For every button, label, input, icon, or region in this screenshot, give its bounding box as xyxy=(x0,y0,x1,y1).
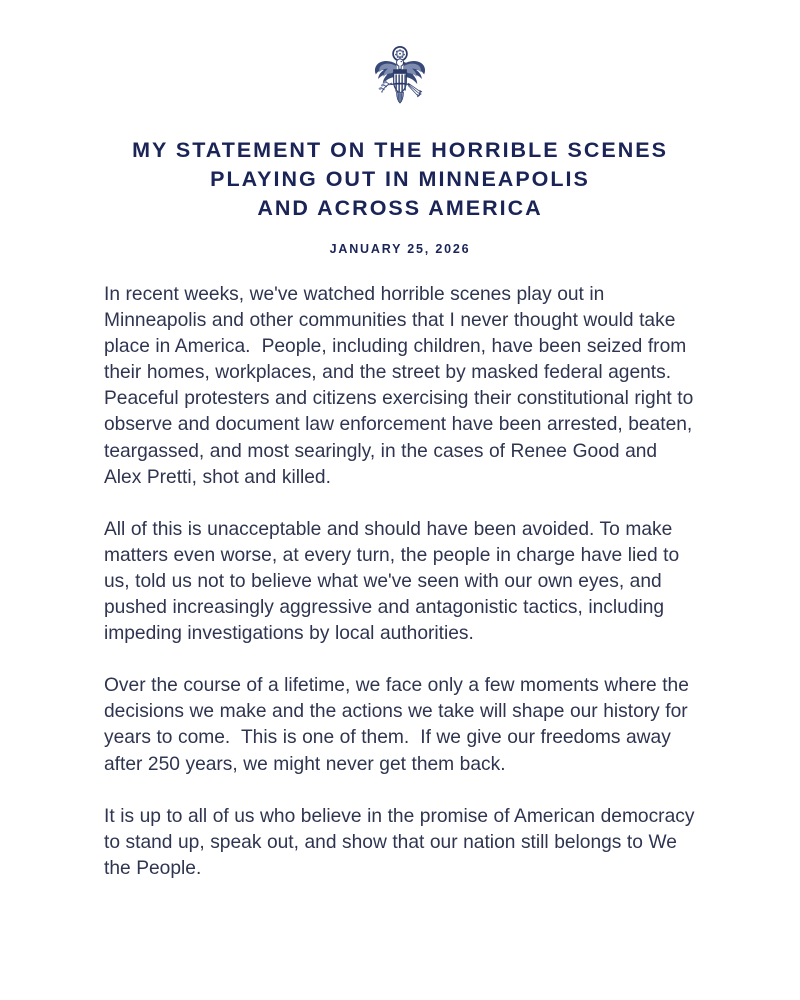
seal-container xyxy=(0,0,800,106)
great-seal-eagle-icon xyxy=(371,44,429,106)
title-line-1: MY STATEMENT ON THE HORRIBLE SCENES xyxy=(132,138,668,162)
title-line-2: PLAYING OUT IN MINNEAPOLIS xyxy=(210,167,590,191)
statement-date: JANUARY 25, 2026 xyxy=(329,242,471,256)
statement-body xyxy=(102,282,698,882)
title-line-3: AND ACROSS AMERICA xyxy=(257,196,543,220)
page-title xyxy=(0,136,800,256)
paragraph: In recent weeks, we've watched horrible scenes play out in Minneapolis and other communities that I never thought would take place in America. People, including children, have been seized from their homes, workplaces, and the street by masked federal agents. Peaceful protesters and citizens exercising their constitutional right to observe and document law enforcement have been arrested, beaten, teargassed, and most searingly, in the cases of Renee Good and Alex Pretti, shot and killed. xyxy=(104,284,699,488)
paragraph: All of this is unacceptable and should have been avoided. To make matters even worse, at every turn, the people in charge have lied to us, told us not to believe what we've seen with our own eyes, and pushed increasingly aggressive and antagonistic tactics, including impeding investigations by local authorities. xyxy=(104,518,685,645)
paragraph: It is up to all of us who believe in the promise of American democracy to stand up, speak out, and show that our nation still belongs to We the People. xyxy=(104,805,700,879)
paragraph: Over the course of a lifetime, we face only a few moments where the decisions we make and the actions we take will shape our history for years to come. This is one of them. If we give our freedoms away after 250 years, we might never get them back. xyxy=(104,675,695,775)
